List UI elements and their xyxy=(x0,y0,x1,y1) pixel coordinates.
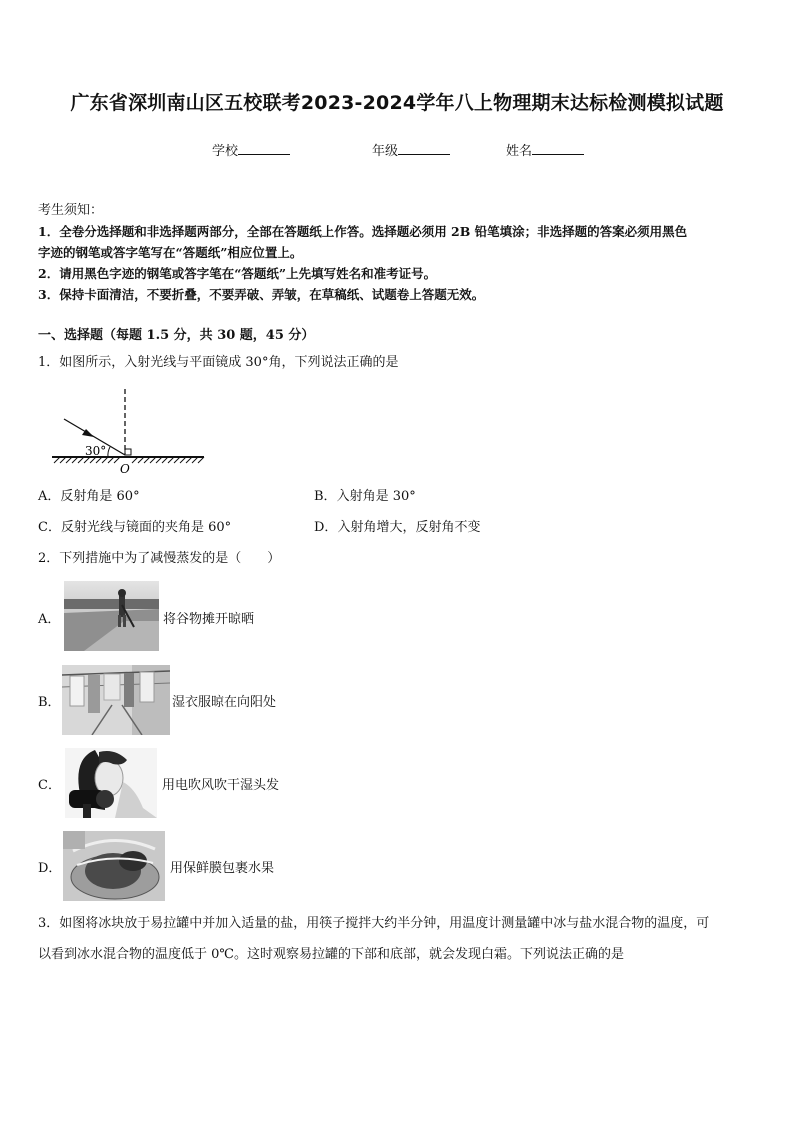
exam-title: 广东省深圳南山区五校联考2023-2024学年八上物理期末达标检测模拟试题 xyxy=(70,92,724,114)
angle-arc xyxy=(108,447,110,457)
name-field xyxy=(506,140,584,159)
q1-option-c-text: 反射光线与镜面的夹角是 60° xyxy=(60,520,232,535)
q1-option-d xyxy=(314,518,480,538)
hair-dryer-photo xyxy=(65,748,157,818)
q2-option-b-letter: B． xyxy=(38,695,61,710)
school-label: 学校 xyxy=(212,144,239,159)
grade-label: 年级 xyxy=(372,144,399,159)
q2-option-c-text: 用电吹风吹干湿头发 xyxy=(162,778,280,793)
q1-option-b-letter: B． xyxy=(314,489,337,504)
angle-label: 30° xyxy=(85,444,107,458)
q2-option-d-text: 用保鲜膜包裹水果 xyxy=(170,861,275,876)
question-3-line-2: 以看到冰水混合物的温度低于 0℃。这时观察易拉罐的下部和底部，就会发现白霜。下列说法正确的是 xyxy=(38,947,624,962)
q2-option-a-text: 将谷物摊开晾晒 xyxy=(163,612,255,627)
school-blank xyxy=(238,142,290,155)
q1-option-a-letter: A． xyxy=(38,489,61,504)
q2-option-b-text: 湿衣服晾在向阳处 xyxy=(172,695,277,710)
question-2-stem: 2．下列措施中为了减慢蒸发的是（ ） xyxy=(38,551,281,566)
q2-option-c-letter: C． xyxy=(38,778,61,793)
question-1-stem: 1．如图所示，入射光线与平面镜成 30°角，下列说法正确的是 xyxy=(38,355,399,370)
point-o-label: O xyxy=(120,462,130,476)
notice-block xyxy=(38,221,768,305)
name-blank xyxy=(532,142,584,155)
q1-option-d-text: 入射角增大，反射角不变 xyxy=(337,520,481,535)
mirror-reflection-diagram xyxy=(44,385,214,477)
q1-option-a xyxy=(38,487,140,507)
name-label: 姓名 xyxy=(506,144,533,159)
q1-option-b-text: 入射角是 30° xyxy=(336,489,416,504)
q1-option-c xyxy=(38,518,231,538)
grade-blank xyxy=(398,142,450,155)
q2-option-a-letter: A． xyxy=(38,612,61,627)
school-field xyxy=(212,140,290,159)
q1-option-c-letter: C． xyxy=(38,520,61,535)
q1-option-d-letter: D． xyxy=(314,520,338,535)
question-3-line-1: 3．如图将冰块放于易拉罐中并加入适量的盐，用筷子搅拌大约半分钟，用温度计测量罐中冰与盐水混合物的温度，可 xyxy=(38,916,710,931)
notice-line-1: 1．全卷分选择题和非选择题两部分，全部在答题纸上作答。选择题必须用 2B 铅笔填涂；非选择题的答案必须用黑色 xyxy=(38,224,688,239)
laundry-rack-photo xyxy=(62,665,170,735)
q2-option-d-letter: D． xyxy=(38,861,62,876)
notice-line-4: 3．保持卡面清洁，不要折叠，不要弄破、弄皱，在草稿纸、试题卷上答题无效。 xyxy=(38,287,485,302)
notice-heading: 考生须知： xyxy=(38,203,104,218)
section-heading: 一、选择题（每题 1.5 分，共 30 题，45 分） xyxy=(38,328,315,343)
q1-option-a-text: 反射角是 60° xyxy=(60,489,140,504)
right-angle-mark xyxy=(125,449,131,455)
grade-field xyxy=(372,140,450,159)
notice-line-2: 字迹的钢笔或答字笔写在“答题纸”相应位置上。 xyxy=(38,245,303,260)
plastic-wrap-fruit-photo xyxy=(63,831,165,901)
q1-option-b xyxy=(314,487,416,507)
person-spreading-grain-photo xyxy=(64,581,159,651)
notice-line-3: 2．请用黑色字迹的钢笔或答字笔在“答题纸”上先填写姓名和准考证号。 xyxy=(38,266,437,281)
